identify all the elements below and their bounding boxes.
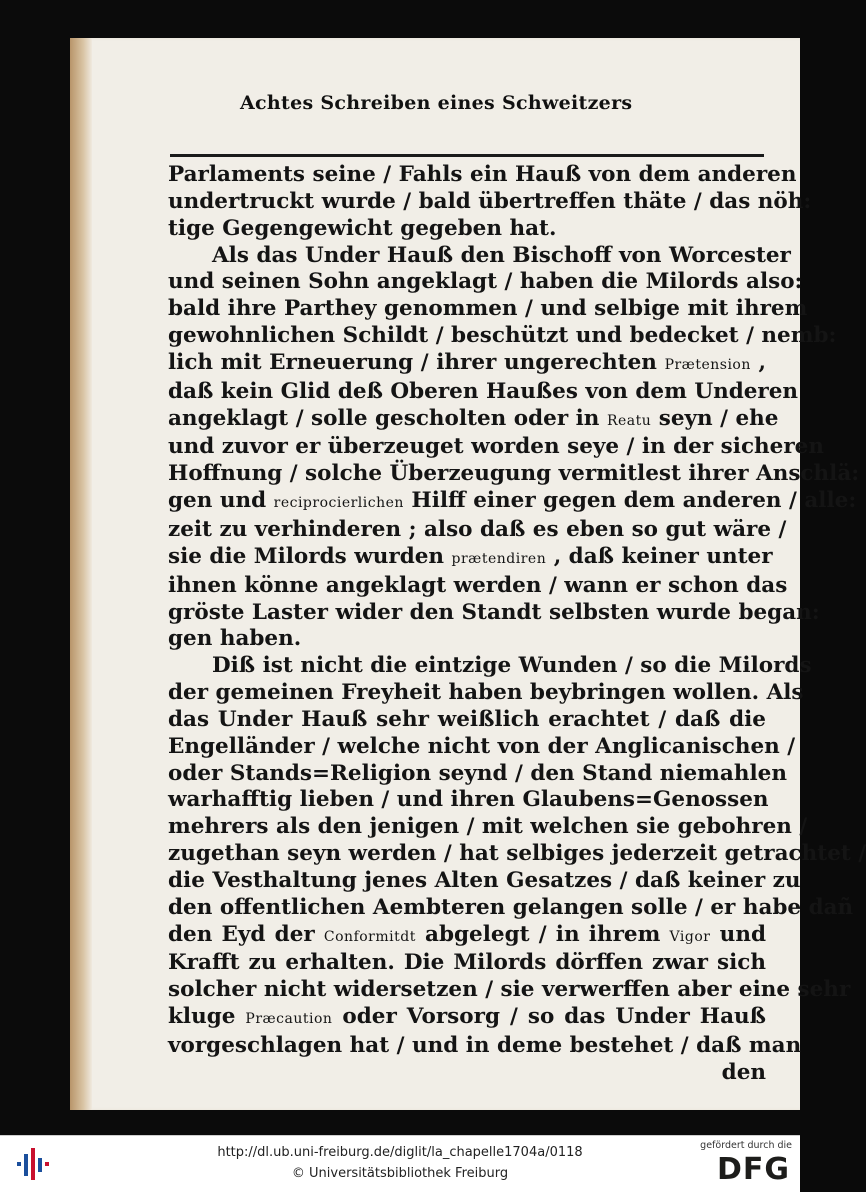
text-segment: und zuvor er überzeuget worden seye / in der sicheren bbox=[168, 434, 824, 460]
text-segment: vorgeschlagen hat / und in deme bestehet / daß man bbox=[168, 1033, 802, 1058]
text-segment: warhafftig lieben / und ihren Glaubens=Genossen bbox=[168, 787, 769, 813]
text-line bbox=[168, 1033, 802, 1060]
text-line bbox=[168, 516, 787, 544]
text-line bbox=[168, 350, 766, 379]
text-line bbox=[168, 626, 766, 653]
page-header: Achtes Schreiben eines Schweitzers bbox=[240, 92, 633, 114]
text-line bbox=[168, 841, 866, 868]
text-line bbox=[168, 572, 788, 600]
text-segment: , daß keiner unter bbox=[546, 543, 773, 569]
text-segment: mehrers als den jenigen / mit welchen sie gebohren / bbox=[168, 814, 808, 840]
text-line bbox=[168, 323, 837, 350]
page-text bbox=[168, 162, 866, 1087]
text-line bbox=[168, 599, 820, 627]
text-segment: seyn / ehe bbox=[651, 405, 779, 431]
text-segment: oder Vorsorg / so das Under Hauß bbox=[332, 1004, 766, 1030]
text-line bbox=[168, 1004, 766, 1033]
text-segment: abgelegt / in ihrem bbox=[415, 921, 670, 947]
funded-by-label: gefördert durch die bbox=[700, 1140, 792, 1151]
text-line bbox=[168, 760, 787, 788]
header-rule bbox=[170, 154, 764, 157]
text-line bbox=[168, 543, 773, 573]
text-line bbox=[168, 707, 766, 734]
latin-word: Conformitdt bbox=[323, 928, 416, 945]
text-segment: Krafft zu erhalten. Die Milords dörffen zwar sich bbox=[168, 950, 766, 976]
text-segment: tige Gegengewicht gegeben hat. bbox=[168, 215, 557, 241]
text-line bbox=[168, 242, 791, 270]
text-line bbox=[168, 216, 766, 243]
text-segment: Hoffnung / solche Überzeugung vermitlest ihrer Anschlä: bbox=[168, 461, 860, 487]
text-line bbox=[168, 296, 808, 323]
text-segment: und seinen Sohn angeklagt / haben die Milords also: bbox=[168, 269, 803, 295]
permalink-url[interactable]: http://dl.ub.uni-freiburg.de/diglit/la_chapelle1704a/0118 bbox=[217, 1145, 583, 1160]
text-line bbox=[168, 787, 769, 814]
text-line bbox=[168, 461, 860, 488]
text-line bbox=[168, 378, 799, 406]
text-segment: ihnen könne angeklagt werden / wann er schon das bbox=[168, 572, 788, 598]
text-line bbox=[168, 162, 797, 189]
text-segment: kluge bbox=[168, 1004, 246, 1030]
text-line bbox=[168, 488, 857, 517]
text-segment: Engelländer / welche nicht von der Anglicanischen / bbox=[168, 733, 796, 759]
text-segment: solcher nicht widersetzen / sie verwerffen aber eine sehr bbox=[168, 977, 851, 1003]
text-line bbox=[168, 653, 812, 680]
text-line bbox=[168, 814, 808, 841]
latin-word: prætendiren bbox=[451, 550, 547, 567]
text-segment: die Vesthaltung jenes Alten Gesatzes / daß keiner zu bbox=[168, 867, 801, 893]
text-line bbox=[168, 405, 779, 435]
text-segment: den bbox=[721, 1059, 766, 1085]
text-segment: sie die Milords wurden bbox=[168, 543, 452, 569]
text-segment: Als das Under Hauß den Bischoff von Worcester bbox=[212, 242, 791, 268]
text-line bbox=[168, 922, 766, 951]
viewer-footer bbox=[0, 1135, 800, 1192]
text-segment: und bbox=[710, 921, 766, 947]
text-segment: der gemeinen Freyheit haben beybringen wollen. Als bbox=[168, 680, 804, 706]
text-line bbox=[168, 188, 812, 216]
latin-word: reciprocierlichen bbox=[273, 495, 404, 512]
text-line bbox=[168, 434, 824, 461]
text-segment: daß kein Glid deß Oberen Haußes von dem Underen bbox=[168, 378, 799, 404]
text-segment: bald ihre Parthey genommen / und selbige mit ihrem bbox=[168, 296, 808, 322]
text-segment: undertruckt wurde / bald übertreffen thäte / das nöh: bbox=[168, 188, 812, 214]
catchword bbox=[168, 1060, 766, 1087]
text-line bbox=[168, 867, 801, 895]
latin-word: Reatu bbox=[606, 412, 652, 429]
text-segment: Parlaments seine / Fahls ein Hauß von dem anderen bbox=[168, 162, 797, 187]
text-segment: gröste Laster wider den Standt selbsten wurde began: bbox=[168, 599, 820, 625]
text-line bbox=[168, 894, 854, 922]
text-line bbox=[168, 680, 804, 707]
text-segment: zeit zu verhinderen ; also daß es eben so gut wäre / bbox=[168, 516, 787, 542]
text-segment: oder Stands=Religion seynd / den Stand niemahlen bbox=[168, 760, 787, 786]
text-segment: den offentlichen Aembteren gelangen solle / er habe dañ bbox=[168, 894, 854, 920]
text-line bbox=[168, 269, 803, 296]
text-segment: gen haben. bbox=[168, 626, 302, 652]
text-segment: das Under Hauß sehr weißlich erachtet / daß die bbox=[168, 706, 766, 732]
text-segment: den Eyd der bbox=[168, 921, 324, 947]
text-segment: gen und bbox=[168, 488, 274, 514]
text-segment: Hilff einer gegen dem anderen / alle: bbox=[403, 488, 857, 514]
copyright-notice: © Universitätsbibliothek Freiburg bbox=[291, 1166, 509, 1181]
text-segment: Diß ist nicht die eintzige Wunden / so die Milords bbox=[212, 653, 812, 679]
text-line bbox=[168, 950, 766, 977]
text-segment: lich mit Erneuerung / ihrer ungerechten bbox=[168, 349, 665, 375]
text-segment: gewohnlichen Schildt / beschützt und bedecket / nemb: bbox=[168, 323, 837, 349]
text-segment: angeklagt / solle gescholten oder in bbox=[168, 405, 607, 431]
latin-word: Prætension bbox=[664, 356, 751, 373]
latin-word: Præcaution bbox=[245, 1011, 333, 1028]
text-line bbox=[168, 733, 796, 761]
text-segment: , bbox=[750, 349, 766, 375]
text-segment: zugethan seyn werden / hat selbiges jederzeit getrachtet / bbox=[168, 841, 866, 867]
latin-word: Vigor bbox=[669, 928, 711, 945]
dfg-logo[interactable]: DFG bbox=[716, 1152, 790, 1187]
text-line bbox=[168, 977, 851, 1004]
